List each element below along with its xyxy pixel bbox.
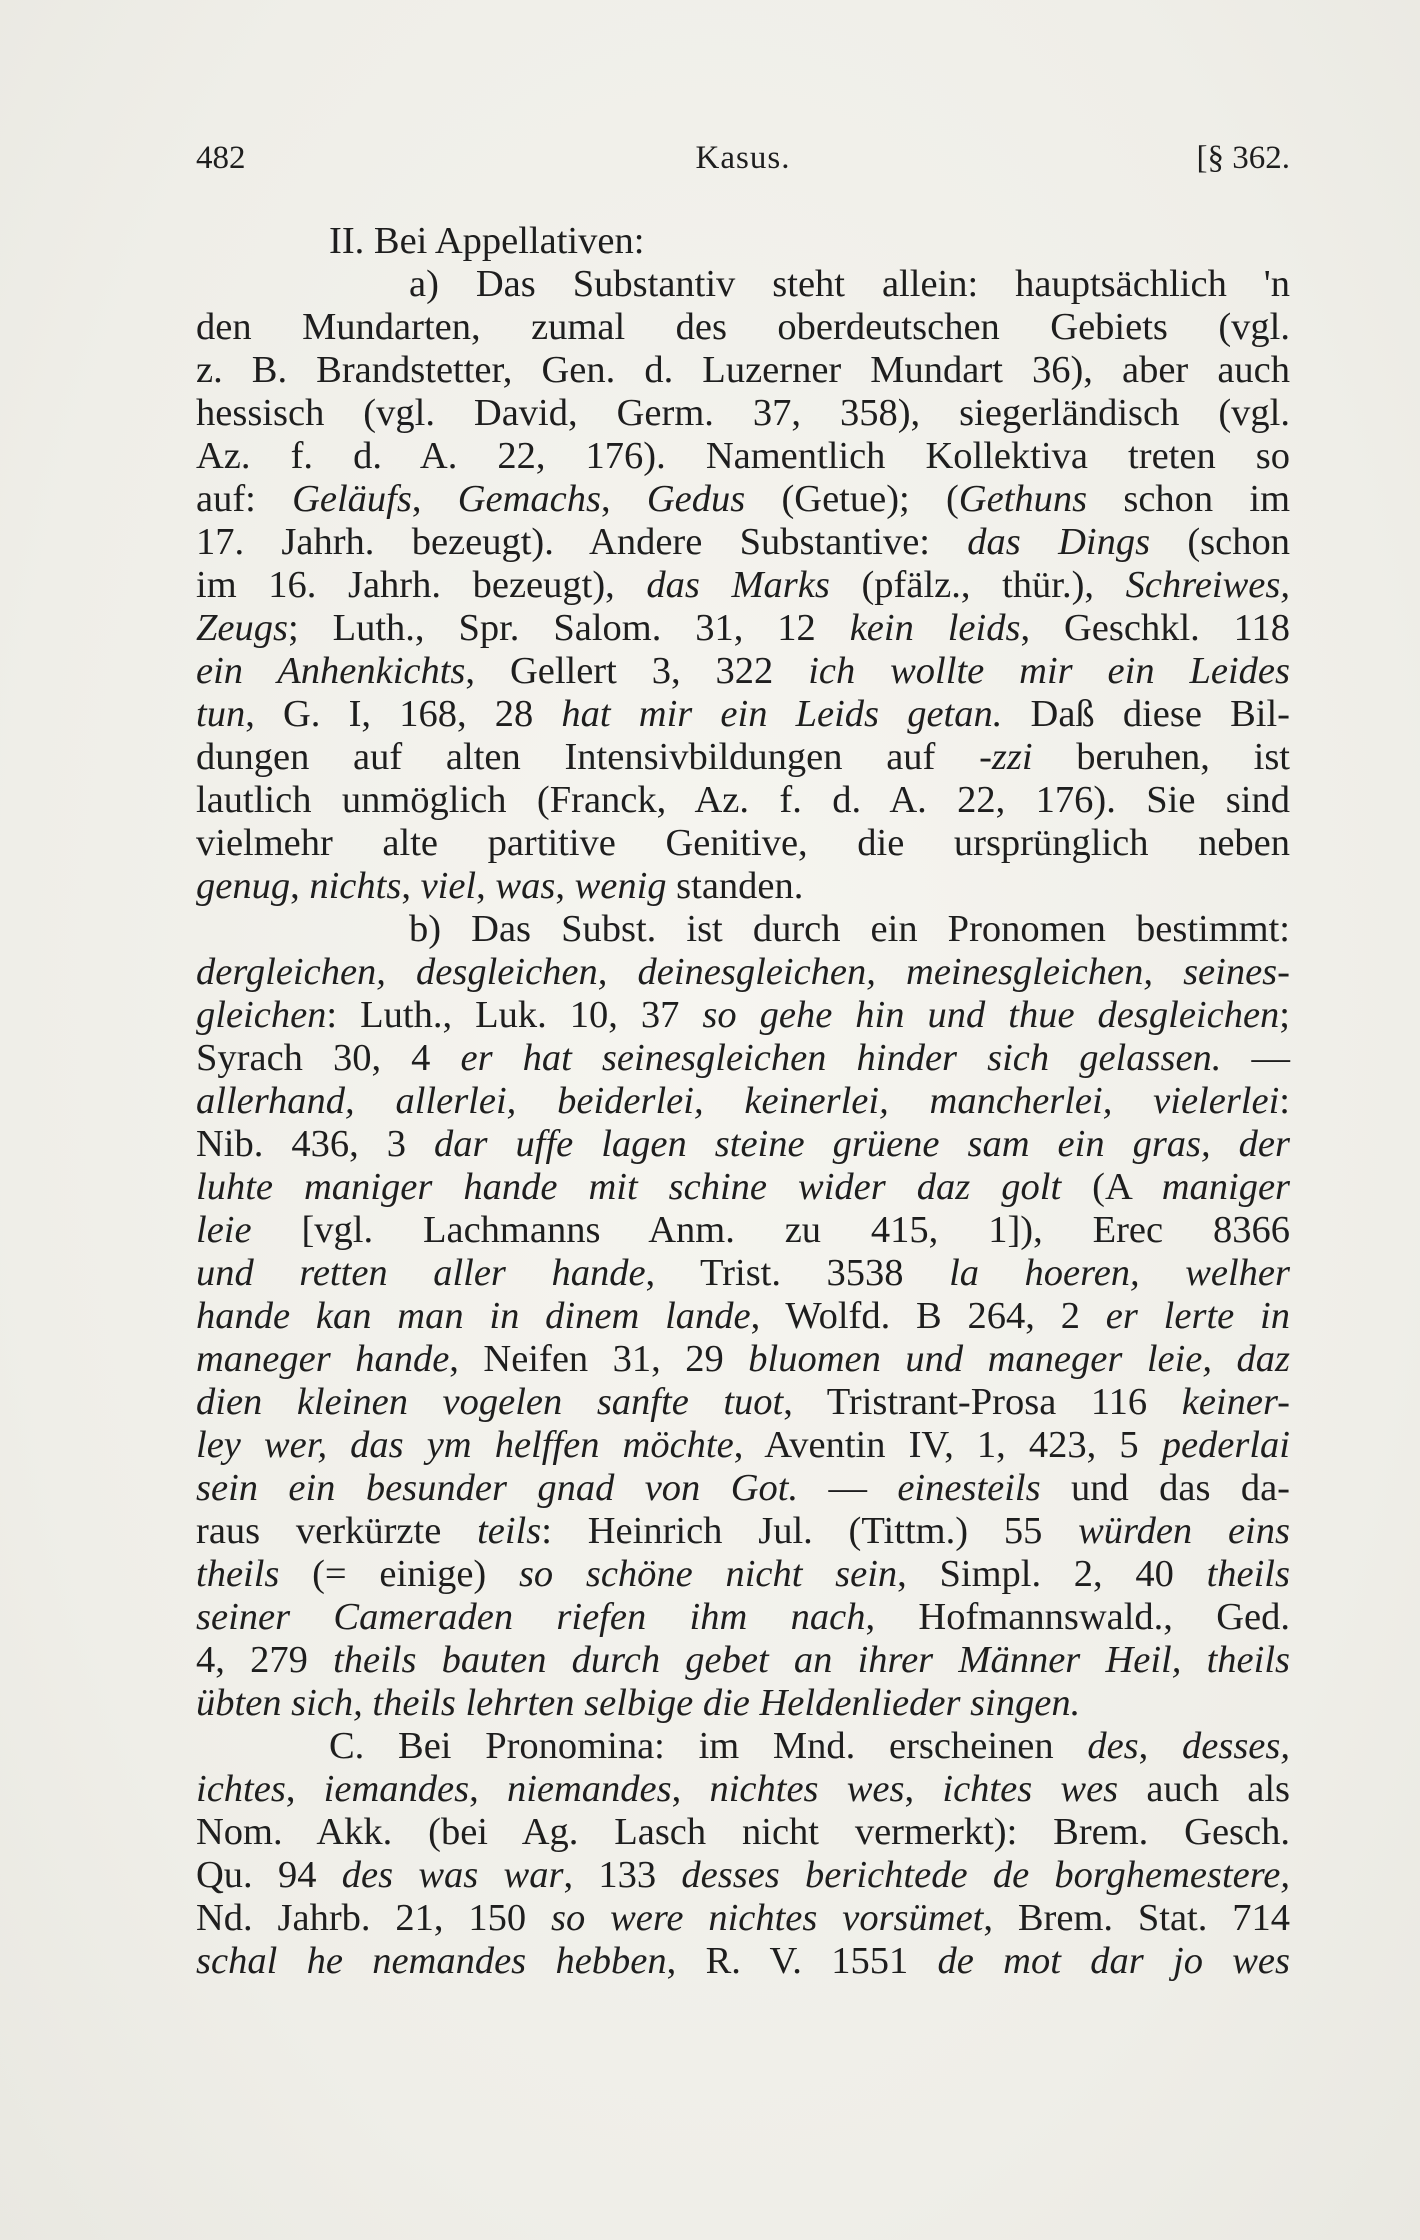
text-segment: a) Das Substantiv steht allein: hauptsächlich 'n [409, 263, 1290, 305]
running-title: Kasus. [695, 140, 791, 176]
text-segment: Nib. 436, 3 [196, 1123, 435, 1165]
text-segment: standen. [666, 865, 804, 907]
text-segment: 4, 279 [196, 1639, 334, 1681]
text-line [196, 1682, 1290, 1725]
italic-segment: tun [196, 693, 246, 735]
italic-segment: genug [196, 865, 291, 907]
italic-segment: er hat seinesgleichen hinder sich gelassen. [460, 1037, 1222, 1079]
text-segment: , 133 [563, 1854, 682, 1896]
text-segment: , [1138, 1725, 1182, 1767]
italic-segment: so schöne nicht sein [518, 1553, 898, 1595]
text-line [196, 1123, 1290, 1166]
text-segment: auch als [1118, 1768, 1291, 1810]
text-segment: , [411, 478, 458, 520]
text-segment: vielmehr alte partitive Genitive, die ursprünglich neben [196, 822, 1290, 864]
text-segment: , Brem. Stat. 714 [983, 1897, 1290, 1939]
text-line [196, 822, 1290, 865]
text-line [196, 865, 1290, 908]
text-segment: lautlich unmöglich (Franck, Az. f. d. A. 22, 176). Sie sind [196, 779, 1290, 821]
text-line [196, 1639, 1290, 1682]
text-line [196, 1940, 1290, 1983]
italic-segment: nichtes wes [709, 1768, 905, 1810]
italic-segment: so gehe hin und thue desgleichen [702, 994, 1280, 1036]
italic-segment: hat mir ein Leids getan. [561, 693, 1003, 735]
italic-segment: de mot dar jo wes [937, 1940, 1290, 1982]
italic-segment: gleichen [196, 994, 327, 1036]
text-line [196, 1209, 1290, 1252]
running-header [196, 140, 1290, 188]
text-line [196, 1166, 1290, 1209]
italic-segment: des [1087, 1725, 1139, 1767]
text-line [196, 263, 1290, 306]
italic-segment: er lerte in [1105, 1295, 1290, 1337]
italic-segment: teils [477, 1510, 542, 1552]
text-line [196, 220, 1290, 263]
italic-segment: maniger [1161, 1166, 1291, 1208]
italic-segment: desses berichtede de borghemestere, [681, 1854, 1291, 1896]
italic-segment: ley wer, das ym helffen möchte [196, 1424, 734, 1466]
italic-segment: viel [420, 865, 477, 907]
text-line [196, 1424, 1290, 1467]
text-segment: (A [1061, 1166, 1162, 1208]
text-line [196, 951, 1290, 994]
text-line [196, 1252, 1290, 1295]
text-segment: , [555, 865, 575, 907]
text-segment: , Aventin IV, 1, 423, 5 [733, 1424, 1162, 1466]
italic-segment: dergleichen, desgleichen, deinesgleichen, meinesgleichen, seines- [196, 951, 1290, 993]
italic-segment: allerhand, allerlei, beiderlei, keinerlei, mancherlei, vielerlei [196, 1080, 1280, 1122]
text-line [196, 1338, 1290, 1381]
text-segment: Syrach 30, 4 [196, 1037, 461, 1079]
italic-segment: theils [1206, 1553, 1290, 1595]
italic-segment: theils [196, 1553, 280, 1595]
page-number: 482 [196, 140, 246, 176]
italic-segment: einesteils [897, 1467, 1041, 1509]
text-line [196, 1811, 1290, 1854]
text-segment: , Simpl. 2, 40 [897, 1553, 1207, 1595]
text-line [196, 1037, 1290, 1080]
text-segment: II. Bei Appellativen: [329, 220, 645, 262]
italic-segment: ich wollte mir ein Leides [808, 650, 1290, 692]
text-line [196, 435, 1290, 478]
italic-segment: bluomen und maneger leie, daz [748, 1338, 1290, 1380]
text-segment: Daß diese Bil- [1002, 693, 1291, 735]
text-segment: Nd. Jahrb. 21, 150 [196, 1897, 551, 1939]
text-line [196, 521, 1290, 564]
text-segment: dungen auf alten Intensivbildungen auf [196, 736, 980, 778]
text-segment: , [401, 865, 421, 907]
italic-segment: desses, [1182, 1725, 1290, 1767]
italic-segment: und retten aller hande [196, 1252, 646, 1294]
text-segment: (pfälz., thür.), [829, 564, 1126, 606]
italic-segment: leie [196, 1209, 252, 1251]
italic-segment: dien kleinen vogelen sanfte tuot [196, 1381, 784, 1423]
text-segment: Nom. Akk. (bei Ag. Lasch nicht vermerkt): Brem. Gesch. [196, 1811, 1290, 1853]
text-segment: : [1279, 1080, 1290, 1122]
text-segment: , [476, 865, 496, 907]
text-segment: (Getue); ( [745, 478, 959, 520]
text-line [196, 1553, 1290, 1596]
text-segment: hessisch (vgl. David, Germ. 37, 358), siegerländisch (vgl. [196, 392, 1290, 434]
body-text [196, 220, 1290, 1983]
text-segment: , Trist. 3538 [645, 1252, 950, 1294]
text-line [196, 478, 1290, 521]
italic-segment: pederlai [1161, 1424, 1290, 1466]
text-segment: , Geschkl. 118 [1020, 607, 1290, 649]
italic-segment: ichtes [196, 1768, 286, 1810]
italic-segment: -zzi [979, 736, 1033, 778]
text-segment: : Luth., Luk. 10, 37 [326, 994, 703, 1036]
italic-segment: niemandes [506, 1768, 672, 1810]
italic-segment: kein leids [849, 607, 1021, 649]
text-segment: , [671, 1768, 710, 1810]
text-line [196, 1596, 1290, 1639]
text-segment: , G. I, 168, 28 [245, 693, 562, 735]
text-segment: z. B. Brandstetter, Gen. d. Luzerner Mundart 36), aber auch [196, 349, 1290, 391]
text-segment: Qu. 94 [196, 1854, 342, 1896]
italic-segment: so were nichtes vorsümet [550, 1897, 984, 1939]
italic-segment: keiner- [1181, 1381, 1290, 1423]
text-segment: im 16. Jahrh. bezeugt), [196, 564, 647, 606]
text-line [196, 908, 1290, 951]
text-segment: — [1221, 1037, 1290, 1079]
text-segment: auf: [196, 478, 293, 520]
text-segment: , [285, 1768, 324, 1810]
italic-segment: Gedus [646, 478, 746, 520]
text-segment: beruhen, ist [1032, 736, 1290, 778]
italic-segment: Schreiwes, [1125, 564, 1290, 606]
text-segment: (schon [1150, 521, 1290, 563]
italic-segment: maneger hande [196, 1338, 450, 1380]
text-segment: , Tristrant-Prosa 116 [783, 1381, 1182, 1423]
text-segment: schon im [1087, 478, 1291, 520]
text-line [196, 1381, 1290, 1424]
text-segment: , R. V. 1551 [666, 1940, 938, 1982]
text-segment: , [601, 478, 647, 520]
italic-segment: iemandes [323, 1768, 470, 1810]
text-line [196, 349, 1290, 392]
section-marker: [§ 362. [1196, 140, 1290, 176]
text-line [196, 306, 1290, 349]
text-line [196, 994, 1290, 1037]
italic-segment: hande kan man in dinem lande [196, 1295, 751, 1337]
text-line [196, 607, 1290, 650]
text-line [196, 650, 1290, 693]
italic-segment: ein Anhenkichts [196, 650, 466, 692]
italic-segment: wenig [574, 865, 667, 907]
text-segment: ; [1279, 994, 1290, 1036]
text-segment: raus verkürzte [196, 1510, 478, 1552]
italic-segment: des was war [341, 1854, 564, 1896]
italic-segment: sein ein besunder gnad von Got. [196, 1467, 799, 1509]
text-segment: , Hofmannswald., Ged. [865, 1596, 1291, 1638]
text-segment: Az. f. d. A. 22, 176). Namentlich Kollektiva treten so [196, 435, 1290, 477]
text-segment: b) Das Subst. ist durch ein Pronomen bestimmt: [409, 908, 1290, 950]
text-line [196, 1725, 1290, 1768]
italic-segment: übten sich, theils lehrten selbige die Heldenlieder singen. [196, 1682, 1081, 1724]
text-segment: (= einige) [279, 1553, 519, 1595]
text-segment: : Heinrich Jul. (Tittm.) 55 [541, 1510, 1079, 1552]
text-segment: ; Luth., Spr. Salom. 31, 12 [287, 607, 850, 649]
text-line [196, 1510, 1290, 1553]
italic-segment: das Marks [646, 564, 830, 606]
text-line [196, 1854, 1290, 1897]
text-line [196, 1897, 1290, 1940]
text-line [196, 1080, 1290, 1123]
text-segment: , Gellert 3, 322 [465, 650, 809, 692]
text-segment: , Wolfd. B 264, 2 [750, 1295, 1106, 1337]
italic-segment: was [495, 865, 556, 907]
italic-segment: das Dings [967, 521, 1151, 563]
text-segment: 17. Jahrh. bezeugt). Andere Substantive: [196, 521, 968, 563]
text-line [196, 779, 1290, 822]
italic-segment: Geläufs [292, 478, 412, 520]
text-segment: [vgl. Lachmanns Anm. zu 415, 1]), Erec 8366 [251, 1209, 1290, 1251]
text-segment: C. Bei Pronomina: im Mnd. erscheinen [329, 1725, 1088, 1767]
italic-segment: Zeugs [196, 607, 288, 649]
text-segment: und das da- [1040, 1467, 1290, 1509]
italic-segment: theils bauten durch gebet an ihrer Männer Heil, theils [333, 1639, 1291, 1681]
italic-segment: Gethuns [958, 478, 1088, 520]
italic-segment: dar uffe lagen steine grüene sam ein gras, der [434, 1123, 1290, 1165]
text-segment: , [290, 865, 310, 907]
text-segment: — [798, 1467, 898, 1509]
italic-segment: ichtes wes [942, 1768, 1119, 1810]
italic-segment: la hoeren, welher [949, 1252, 1290, 1294]
text-segment: , Neifen 31, 29 [449, 1338, 749, 1380]
text-segment: , [904, 1768, 943, 1810]
text-line [196, 1295, 1290, 1338]
text-line [196, 1467, 1290, 1510]
italic-segment: schal he nemandes hebben [196, 1940, 667, 1982]
text-segment: den Mundarten, zumal des oberdeutschen Gebiets (vgl. [196, 306, 1290, 348]
italic-segment: luhte maniger hande mit schine wider daz golt [196, 1166, 1062, 1208]
text-line [196, 392, 1290, 435]
italic-segment: seiner Cameraden riefen ihm nach [196, 1596, 866, 1638]
italic-segment: würden eins [1078, 1510, 1290, 1552]
italic-segment: Gemachs [457, 478, 602, 520]
text-line [196, 564, 1290, 607]
text-line [196, 1768, 1290, 1811]
text-segment: , [469, 1768, 507, 1810]
italic-segment: nichts [309, 865, 402, 907]
text-line [196, 736, 1290, 779]
text-line [196, 693, 1290, 736]
